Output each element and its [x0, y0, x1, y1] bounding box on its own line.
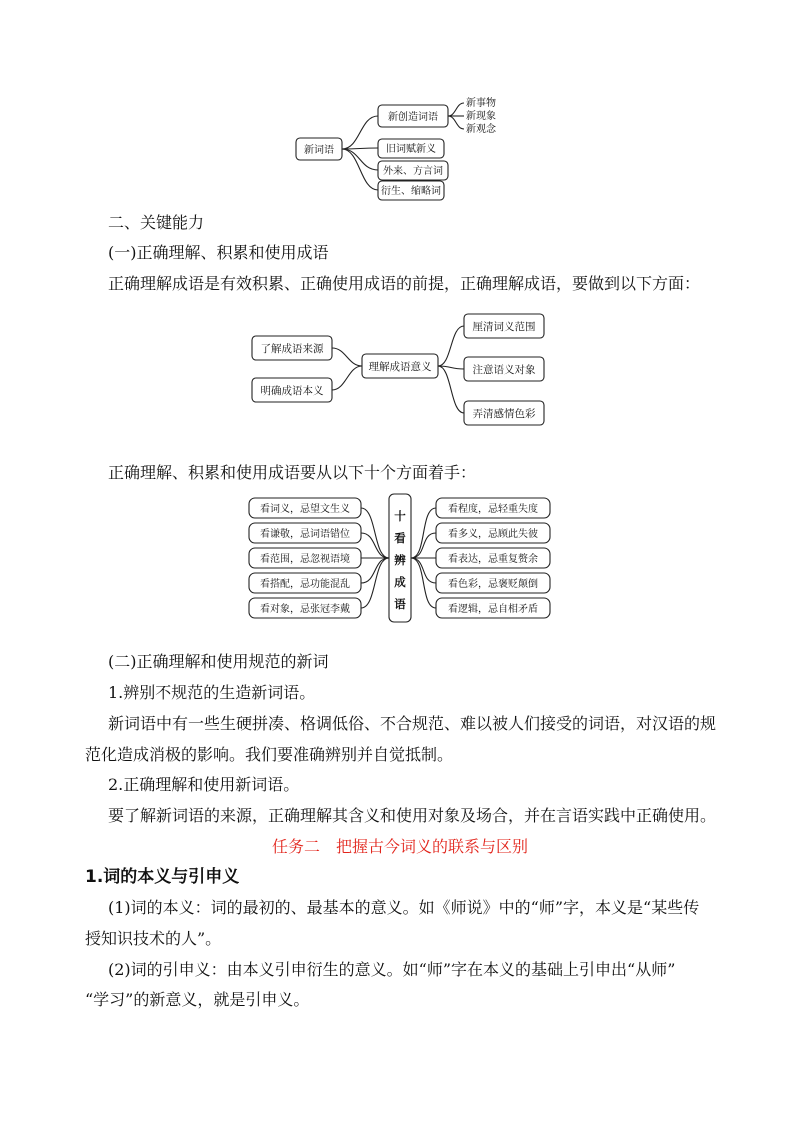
paragraph: 正确理解成语是有效积累、正确使用成语的前提，正确理解成语，要做到以下方面： [108, 274, 701, 293]
left-item: 看搭配，忌功能混乱 [260, 579, 350, 590]
subsection-heading: (一)正确理解、积累和使用成语 [108, 243, 329, 262]
list-item: 2.正确理解和使用新词语。 [108, 775, 300, 794]
left-item: 看范围，忌忽视语境 [260, 554, 350, 565]
idiom-meaning-diagram [246, 308, 552, 432]
center-char: 成 [394, 575, 406, 589]
ten-aspects-diagram [246, 490, 558, 626]
node-label: 弄清感情色彩 [472, 408, 536, 420]
paragraph: (2)词的引申义：由本义引申衍生的意义。如“师”字在本义的基础上引申出“从师” [108, 960, 676, 979]
node-label: 厘清词义范围 [472, 321, 536, 333]
left-item: 看谦敬，忌词语错位 [260, 529, 350, 540]
sub-label: 新观念 [466, 124, 496, 135]
branch-label: 新创造词语 [388, 112, 438, 123]
subsection-heading: (二)正确理解和使用规范的新词 [108, 652, 329, 671]
paragraph: 授知识技术的人”。 [85, 929, 222, 948]
paragraph: 要了解新词语的来源，正确理解其含义和使用对象及场合，并在言语实践中正确使用。 [108, 806, 717, 825]
center-char: 看 [394, 531, 406, 545]
right-item: 看色彩，忌褒贬颠倒 [448, 579, 538, 590]
branch-label: 旧词赋新义 [386, 144, 436, 155]
right-item: 看逻辑，忌自相矛盾 [448, 604, 538, 615]
sub-label: 新现象 [466, 111, 496, 122]
right-item: 看程度，忌轻重失度 [448, 504, 538, 515]
paragraph: (1)词的本义：词的最初的、最基本的意义。如《师说》中的“师”字，本义是“某些传 [108, 898, 700, 917]
task-title: 任务二 把握古今词义的联系与区别 [271, 837, 528, 856]
branch-label: 衍生、缩略词 [381, 186, 441, 197]
center-label: 理解成语意义 [368, 361, 432, 373]
paragraph: “学习”的新意义，就是引申义。 [85, 990, 310, 1009]
center-char: 语 [394, 597, 406, 611]
right-item: 看表达，忌重复赘余 [448, 554, 538, 565]
node-label: 了解成语来源 [260, 343, 324, 355]
new-words-diagram [280, 95, 520, 205]
node-label: 明确成语本义 [260, 385, 324, 397]
section-heading: 二、关键能力 [108, 213, 205, 232]
list-item: 1.辨别不规范的生造新词语。 [108, 683, 316, 702]
left-item: 看词义，忌望文生义 [260, 504, 350, 515]
sub-label: 新事物 [466, 98, 496, 109]
root-label: 新词语 [304, 145, 334, 156]
paragraph: 范化造成消极的影响。我们要准确辨别并自觉抵制。 [85, 745, 454, 764]
heading-bold: 1.词的本义与引申义 [85, 867, 240, 887]
paragraph: 新词语中有一些生硬拼凑、格调低俗、不合规范、难以被人们接受的词语，对汉语的规 [108, 714, 717, 733]
paragraph: 正确理解、积累和使用成语要从以下十个方面着手： [108, 463, 477, 482]
left-item: 看对象，忌张冠李戴 [260, 604, 350, 615]
center-char: 十 [394, 509, 406, 523]
right-item: 看多义，忌顾此失彼 [448, 529, 538, 540]
node-label: 注意语义对象 [472, 364, 536, 376]
center-char: 辨 [394, 553, 406, 567]
branch-label: 外来、方言词 [383, 166, 443, 177]
